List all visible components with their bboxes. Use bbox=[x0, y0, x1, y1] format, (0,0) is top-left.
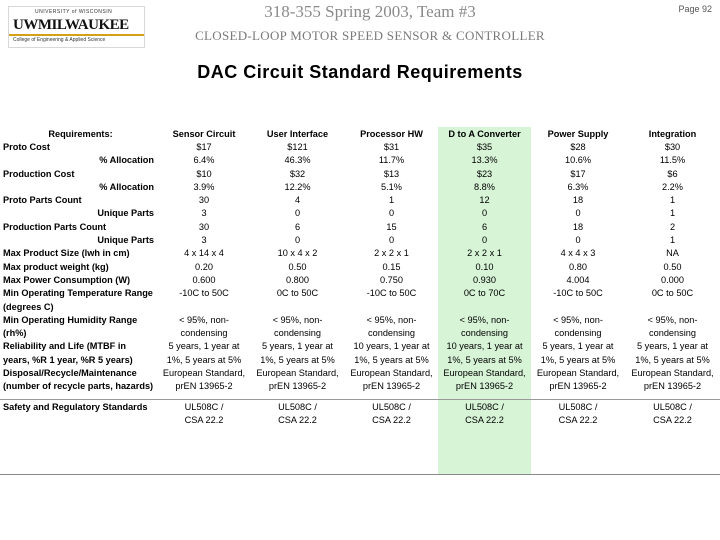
table-cell: $32 bbox=[289, 168, 306, 179]
course-title: 318-355 Spring 2003, Team #3 bbox=[264, 2, 476, 21]
table-cell: CSA 22.2 bbox=[372, 414, 411, 425]
table-cell: condensing bbox=[461, 328, 508, 339]
table-cell: 0.750 bbox=[380, 274, 403, 285]
row-label: % Allocation bbox=[99, 181, 154, 192]
table-cell: $31 bbox=[383, 141, 400, 152]
table-cell: 0.80 bbox=[569, 261, 587, 272]
column-header: User Interface bbox=[266, 128, 329, 139]
table-cell: 13.3% bbox=[471, 155, 498, 166]
table-cell: European Standard, bbox=[631, 367, 714, 378]
table-cell: 1%, 5 years at 5% bbox=[166, 354, 242, 365]
table-cell: NA bbox=[666, 248, 679, 259]
table-cell: 1%, 5 years at 5% bbox=[354, 354, 429, 365]
row-label: (rh%) bbox=[3, 328, 27, 339]
table-cell: prEN 13965-2 bbox=[175, 381, 233, 392]
table-cell: European Standard, bbox=[536, 367, 620, 378]
table-row bbox=[0, 220, 720, 233]
column-header: Power Supply bbox=[547, 128, 609, 139]
table-cell: $121 bbox=[287, 141, 308, 152]
table-cell: European Standard, bbox=[162, 367, 246, 378]
table-cell: -10C to 50C bbox=[366, 288, 417, 299]
row-label: (number of recycle parts, hazards) bbox=[3, 381, 154, 392]
table-cell: 0C to 50C bbox=[651, 288, 694, 299]
table-cell: 10.6% bbox=[564, 155, 592, 166]
requirements-table bbox=[0, 127, 720, 427]
table-cell: 1 bbox=[669, 208, 676, 219]
table-cell: 6.3% bbox=[567, 181, 589, 192]
project-title: CLOSED-LOOP MOTOR SPEED SENSOR & CONTROLLER bbox=[195, 28, 545, 43]
table-cell: 6.4% bbox=[193, 155, 215, 166]
logo-sub-text: College of Engineering & Applied Science bbox=[13, 37, 106, 43]
table-header-row bbox=[0, 127, 720, 140]
table-cell: prEN 13965-2 bbox=[549, 381, 607, 392]
table-row bbox=[0, 287, 720, 300]
row-label: Proto Parts Count bbox=[3, 195, 82, 206]
column-header: Requirements: bbox=[48, 128, 113, 139]
table-cell: $13 bbox=[383, 168, 400, 179]
table-cell: CSA 22.2 bbox=[653, 414, 692, 425]
logo-gold-bar bbox=[9, 34, 144, 36]
table-row bbox=[0, 380, 720, 393]
table-cell: -10C to 50C bbox=[179, 288, 229, 299]
column-header: D to A Converter bbox=[448, 128, 521, 139]
row-label: Max Power Consumption (W) bbox=[3, 274, 131, 285]
table-cell: 0 bbox=[388, 208, 395, 219]
logo-main-text: UWMILWAUKEE bbox=[13, 17, 129, 33]
table-cell: $17 bbox=[196, 141, 212, 152]
table-row bbox=[0, 260, 720, 273]
table-cell: 12.2% bbox=[284, 181, 311, 192]
table-cell: $28 bbox=[570, 141, 586, 152]
table-cell: 18 bbox=[572, 221, 584, 232]
table-cell: 6 bbox=[294, 221, 301, 232]
table-cell: condensing bbox=[368, 328, 415, 339]
table-cell: UL508C / bbox=[625, 399, 720, 413]
table-cell bbox=[438, 300, 531, 313]
table-row bbox=[0, 326, 720, 339]
page-number: Page 92 bbox=[678, 4, 712, 14]
table-cell: -10C to 50C bbox=[553, 288, 603, 299]
table-cell: < 95%, non- bbox=[272, 314, 323, 325]
row-label: Max product weight (kg) bbox=[3, 261, 109, 272]
row-label: Proto Cost bbox=[3, 141, 50, 152]
table-cell: 12 bbox=[479, 195, 490, 206]
table-cell: 0 bbox=[575, 208, 581, 219]
table-cell: 0C to 50C bbox=[276, 288, 319, 299]
table-cell: UL508C / bbox=[345, 399, 438, 413]
row-label: Production Parts Count bbox=[3, 221, 107, 232]
table-cell: 0 bbox=[575, 235, 581, 246]
table-cell: 1%, 5 years at 5% bbox=[447, 354, 522, 365]
table-cell: UL508C / bbox=[250, 399, 345, 413]
row-label: Production Cost bbox=[3, 168, 75, 179]
table-cell: 8.8% bbox=[474, 181, 495, 192]
table-cell: prEN 13965-2 bbox=[268, 381, 327, 392]
table-row bbox=[0, 193, 720, 206]
table-cell: 46.3% bbox=[284, 155, 311, 166]
row-label: years, %R 1 year, %R 5 years) bbox=[3, 354, 133, 365]
table-cell: $10 bbox=[196, 168, 212, 179]
row-label: Min Operating Humidity Range bbox=[3, 314, 138, 325]
table-cell: 0.000 bbox=[661, 274, 684, 285]
table-cell: 6 bbox=[481, 221, 488, 232]
table-cell: 3 bbox=[201, 208, 207, 219]
table-cell: UL508C / bbox=[438, 399, 531, 413]
table-body bbox=[0, 127, 720, 427]
table-cell: 4 x 4 x 3 bbox=[560, 248, 596, 259]
table-cell: 30 bbox=[198, 195, 210, 206]
row-label: Safety and Regulatory Standards bbox=[0, 399, 158, 413]
table-cell: 5 years, 1 year at bbox=[542, 341, 614, 352]
table-cell: condensing bbox=[554, 328, 602, 339]
slide-header bbox=[0, 0, 720, 52]
table-row bbox=[0, 313, 720, 326]
table-cell: 18 bbox=[572, 195, 584, 206]
table-cell: UL508C / bbox=[158, 399, 250, 413]
table-cell: 0 bbox=[388, 235, 395, 246]
table-cell: 15 bbox=[386, 221, 397, 232]
table-row bbox=[0, 340, 720, 353]
table-cell: 10 years, 1 year at bbox=[446, 341, 523, 352]
table-cell: 2 x 2 x 1 bbox=[467, 248, 502, 259]
table-cell: 0.50 bbox=[663, 261, 682, 272]
row-label: Reliability and Life (MTBF in bbox=[3, 341, 127, 352]
table-cell: 3 bbox=[201, 235, 207, 246]
column-header: Integration bbox=[648, 128, 697, 139]
table-cell: condensing bbox=[649, 328, 696, 339]
row-label bbox=[0, 413, 158, 426]
table-cell: < 95%, non- bbox=[179, 314, 229, 325]
row-label: Min Operating Temperature Range bbox=[3, 288, 153, 299]
table-cell: 1%, 5 years at 5% bbox=[635, 354, 710, 365]
table-cell: 4.004 bbox=[566, 274, 590, 285]
table-row bbox=[0, 140, 720, 153]
table-cell: $35 bbox=[476, 141, 493, 152]
table-row bbox=[0, 154, 720, 167]
table-cell: 0.10 bbox=[475, 261, 494, 272]
logo-top-text: UNIVERSITY of WISCONSIN bbox=[35, 9, 113, 15]
uwm-logo bbox=[8, 6, 145, 48]
column-header: Processor HW bbox=[360, 128, 423, 139]
row-label: (degrees C) bbox=[3, 301, 54, 312]
table-cell: 0 bbox=[481, 235, 488, 246]
table-cell: 11.7% bbox=[378, 155, 405, 166]
table-cell: 2 x 2 x 1 bbox=[374, 248, 409, 259]
table-cell: 0.15 bbox=[382, 261, 401, 272]
table-cell: 0 bbox=[294, 208, 301, 219]
table-cell: 4 bbox=[294, 195, 301, 206]
table-cell: condensing bbox=[274, 328, 321, 339]
table-cell: prEN 13965-2 bbox=[362, 381, 421, 392]
table-cell: 0.930 bbox=[473, 274, 496, 285]
table-cell: 11.5% bbox=[659, 155, 686, 166]
table-cell: $6 bbox=[667, 168, 678, 179]
table-cell: 1%, 5 years at 5% bbox=[260, 354, 335, 365]
table-cell: 4 x 14 x 4 bbox=[184, 248, 224, 259]
table-cell: 0 bbox=[294, 235, 301, 246]
table-row bbox=[0, 207, 720, 220]
table-cell: 5 years, 1 year at bbox=[168, 341, 240, 352]
table-cell bbox=[345, 300, 438, 313]
table-cell: CSA 22.2 bbox=[278, 414, 317, 425]
table-cell: 1 bbox=[669, 235, 676, 246]
table-cell: CSA 22.2 bbox=[184, 414, 224, 425]
table-cell: prEN 13965-2 bbox=[643, 381, 702, 392]
table-row bbox=[0, 233, 720, 246]
table-cell: European Standard, bbox=[443, 367, 526, 378]
table-row bbox=[0, 167, 720, 180]
table-cell: $23 bbox=[476, 168, 493, 179]
table-cell: condensing bbox=[180, 328, 228, 339]
table-cell: $30 bbox=[664, 141, 681, 152]
page-title: DAC Circuit Standard Requirements bbox=[197, 62, 523, 82]
table-cell: CSA 22.2 bbox=[465, 414, 504, 425]
table-cell: 0 bbox=[481, 208, 488, 219]
row-label: Disposal/Recycle/Maintenance bbox=[3, 367, 137, 378]
table-cell: 2.2% bbox=[662, 181, 683, 192]
table-cell: $17 bbox=[570, 168, 586, 179]
table-cell: European Standard, bbox=[256, 367, 339, 378]
table-cell: European Standard, bbox=[350, 367, 433, 378]
row-label: Unique Parts bbox=[97, 235, 154, 246]
column-header: Sensor Circuit bbox=[172, 128, 236, 139]
table-row bbox=[0, 247, 720, 260]
table-cell bbox=[250, 300, 345, 313]
table-cell: 5 years, 1 year at bbox=[262, 341, 333, 352]
table-cell: 0.800 bbox=[286, 274, 309, 285]
table-row bbox=[0, 366, 720, 379]
table-cell: < 95%, non- bbox=[366, 314, 417, 325]
table-cell: 3.9% bbox=[193, 181, 215, 192]
table-cell bbox=[158, 300, 250, 313]
table-cell: 1 bbox=[669, 195, 676, 206]
table-row bbox=[0, 353, 720, 366]
table-row bbox=[0, 413, 720, 426]
table-cell: 2 bbox=[669, 221, 676, 232]
row-label: Max Product Size (lwh in cm) bbox=[3, 248, 130, 259]
table-cell: UL508C / bbox=[531, 399, 625, 413]
table-cell: 5.1% bbox=[381, 181, 402, 192]
table-cell: < 95%, non- bbox=[553, 314, 603, 325]
table-cell: 0.20 bbox=[195, 261, 213, 272]
table-cell: 5 years, 1 year at bbox=[637, 341, 708, 352]
table-cell: 30 bbox=[198, 221, 210, 232]
table-cell: 1 bbox=[388, 195, 395, 206]
table-row bbox=[0, 300, 720, 313]
table-cell: 0.600 bbox=[192, 274, 216, 285]
table-cell: < 95%, non- bbox=[647, 314, 698, 325]
table-cell bbox=[531, 300, 625, 313]
table-cell bbox=[625, 300, 720, 313]
table-cell: 10 years, 1 year at bbox=[353, 341, 430, 352]
table-row bbox=[0, 399, 720, 413]
table-cell: CSA 22.2 bbox=[558, 414, 598, 425]
table-cell: 0C to 70C bbox=[463, 288, 506, 299]
table-cell: < 95%, non- bbox=[459, 314, 510, 325]
table-cell: 10 x 4 x 2 bbox=[277, 248, 318, 259]
table-row bbox=[0, 273, 720, 286]
table-bottom-rule bbox=[0, 474, 720, 475]
table-cell: prEN 13965-2 bbox=[455, 381, 514, 392]
row-label: Unique Parts bbox=[97, 208, 154, 219]
table-row bbox=[0, 180, 720, 193]
table-cell: 0.50 bbox=[288, 261, 307, 272]
table-cell: 1%, 5 years at 5% bbox=[540, 354, 616, 365]
row-label: % Allocation bbox=[99, 155, 154, 166]
